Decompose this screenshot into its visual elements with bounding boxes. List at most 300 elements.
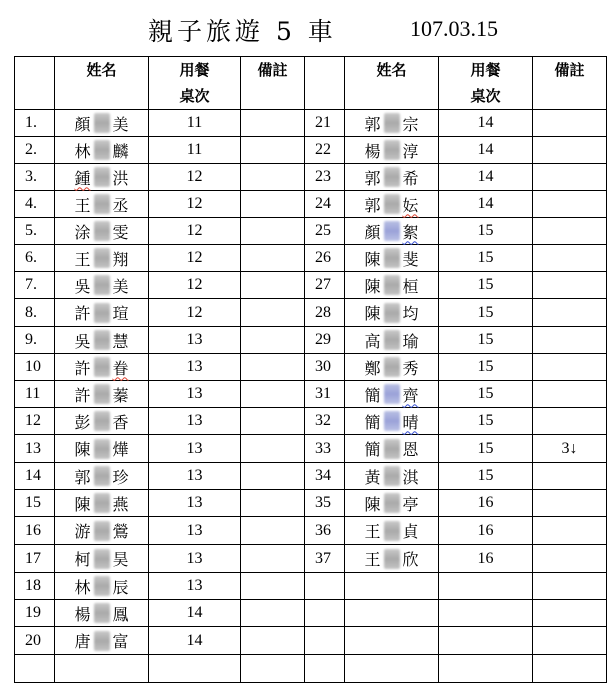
row-number-left: 1.	[15, 110, 55, 137]
name-header-left: 姓名	[55, 57, 149, 110]
row-number-left: 4.	[15, 191, 55, 218]
person-name	[74, 274, 128, 297]
table-row	[15, 408, 607, 435]
name-first-char: 涂	[74, 222, 91, 242]
name-cell-right	[345, 218, 439, 245]
name-cell-right	[345, 517, 439, 545]
note-cell-left	[241, 245, 305, 272]
dining-table-number-right: 15	[439, 327, 533, 354]
note-cell-right	[533, 655, 607, 683]
row-number-left: 2.	[15, 137, 55, 164]
document-header	[0, 10, 615, 50]
person-name	[364, 519, 418, 542]
dining-table-number-left: 13	[149, 463, 241, 490]
name-first-char: 簡	[364, 412, 381, 432]
table-row	[15, 490, 607, 517]
name-first-char: 高	[364, 331, 381, 351]
person-name	[364, 356, 418, 379]
name-last-char: 妘	[402, 195, 419, 215]
row-number-left: 16	[15, 517, 55, 545]
dining-table-number-left: 13	[149, 354, 241, 381]
name-first-char: 王	[364, 550, 381, 569]
name-last-char: 慧	[112, 331, 129, 351]
name-first-char: 林	[74, 577, 91, 597]
name-first-char: 唐	[74, 632, 91, 651]
note-header-left: 備註	[241, 57, 305, 110]
name-cell-left	[55, 381, 149, 408]
row-number-right: 25	[305, 218, 345, 245]
person-name	[74, 547, 128, 570]
row-number-left: 8.	[15, 299, 55, 327]
name-cell-right	[345, 600, 439, 627]
redaction-blur	[384, 221, 400, 241]
note-cell-right	[533, 627, 607, 655]
name-cell-right	[345, 191, 439, 218]
note-cell-right	[533, 137, 607, 164]
row-number-left: 11	[15, 381, 55, 408]
redaction-blur	[94, 194, 110, 214]
dining-table-number-right: 15	[439, 245, 533, 272]
row-number-right	[305, 573, 345, 600]
name-first-char: 吳	[74, 276, 91, 296]
name-cell-right	[345, 463, 439, 490]
document-date: 107.03.15	[410, 16, 498, 41]
dining-table-number-right: 15	[439, 435, 533, 463]
name-first-char: 陳	[74, 494, 91, 514]
name-cell-left	[55, 573, 149, 600]
name-last-char: 美	[112, 276, 129, 296]
name-last-char: 翔	[112, 249, 129, 269]
table-header-left: 用餐 桌次	[149, 57, 241, 110]
name-last-char: 蓁	[112, 385, 129, 405]
person-name	[74, 112, 128, 135]
note-cell-right	[533, 573, 607, 600]
name-cell-right	[345, 408, 439, 435]
name-last-char: 珍	[112, 467, 129, 487]
dining-table-number-left: 13	[149, 327, 241, 354]
name-cell-left	[55, 164, 149, 191]
note-cell-left	[241, 381, 305, 408]
note-cell-right	[533, 545, 607, 573]
table-row	[15, 573, 607, 600]
name-first-char: 簡	[364, 385, 381, 405]
person-name	[74, 602, 128, 625]
name-first-char: 楊	[74, 604, 91, 624]
person-name	[364, 547, 418, 570]
name-cell-left	[55, 272, 149, 299]
name-cell-right	[345, 381, 439, 408]
dining-table-number-left: 12	[149, 299, 241, 327]
dining-table-number-left	[149, 655, 241, 683]
redaction-blur	[384, 521, 400, 541]
redaction-blur	[384, 493, 400, 513]
person-name	[364, 220, 418, 243]
note-cell-left	[241, 435, 305, 463]
note-cell-right	[533, 408, 607, 435]
redaction-blur	[384, 439, 400, 459]
redaction-blur	[94, 603, 110, 623]
name-first-char: 陳	[364, 304, 381, 323]
name-last-char: 晴	[402, 412, 419, 432]
row-number-left: 12	[15, 408, 55, 435]
person-name	[74, 519, 128, 542]
name-last-char: 貞	[402, 522, 419, 541]
name-last-char: 鳳	[112, 604, 129, 624]
redaction-blur	[384, 194, 400, 214]
redaction-blur	[94, 330, 110, 350]
name-first-char: 許	[74, 304, 91, 323]
name-cell-right	[345, 545, 439, 573]
name-first-char: 吳	[74, 331, 91, 351]
name-cell-left	[55, 137, 149, 164]
name-last-char: 秀	[402, 358, 419, 378]
note-cell-left	[241, 627, 305, 655]
seating-roster-table	[14, 56, 607, 683]
dining-table-number-right: 15	[439, 299, 533, 327]
row-number-right: 35	[305, 490, 345, 517]
name-cell-left	[55, 191, 149, 218]
table-row	[15, 627, 607, 655]
name-first-char: 郭	[364, 195, 381, 215]
dining-table-number-right	[439, 655, 533, 683]
person-name	[74, 220, 128, 243]
name-first-char: 郭	[364, 114, 381, 134]
name-cell-left	[55, 354, 149, 381]
person-name	[364, 437, 418, 460]
redaction-blur	[94, 384, 110, 404]
name-first-char: 楊	[364, 141, 381, 161]
row-number-right: 26	[305, 245, 345, 272]
dining-table-number-left: 13	[149, 490, 241, 517]
name-first-char: 郭	[74, 467, 91, 487]
name-first-char: 鍾	[74, 168, 91, 188]
person-name	[74, 139, 128, 162]
person-name	[364, 465, 418, 488]
name-last-char: 斐	[402, 249, 419, 269]
name-first-char: 許	[74, 385, 91, 405]
name-last-char: 鶯	[112, 522, 129, 541]
name-last-char: 昊	[112, 550, 129, 569]
dining-table-number-left: 12	[149, 191, 241, 218]
name-first-char: 陳	[364, 494, 381, 514]
person-name	[74, 629, 128, 652]
name-last-char: 眷	[112, 358, 129, 378]
person-name	[364, 247, 418, 270]
row-number-right: 31	[305, 381, 345, 408]
row-number-right: 37	[305, 545, 345, 573]
name-last-char: 亭	[402, 494, 419, 514]
person-name	[74, 575, 128, 598]
name-last-char: 欣	[402, 550, 419, 569]
row-number-right: 36	[305, 517, 345, 545]
name-first-char: 陳	[74, 440, 91, 459]
note-cell-left	[241, 164, 305, 191]
name-last-char: 燕	[112, 494, 129, 514]
name-cell-left	[55, 655, 149, 683]
dining-table-number-right: 15	[439, 381, 533, 408]
name-first-char: 王	[364, 522, 381, 541]
name-first-char: 顏	[364, 222, 381, 242]
name-cell-left	[55, 545, 149, 573]
row-number-left: 9.	[15, 327, 55, 354]
note-cell-left	[241, 110, 305, 137]
row-number-right: 21	[305, 110, 345, 137]
name-last-char: 洪	[112, 168, 129, 188]
row-number-right	[305, 655, 345, 683]
table-row	[15, 655, 607, 683]
redaction-blur	[384, 275, 400, 295]
document-title: 親子旅遊 5 車	[148, 17, 337, 46]
name-first-char: 柯	[74, 550, 91, 569]
note-cell-left	[241, 517, 305, 545]
row-number-right: 33	[305, 435, 345, 463]
note-cell-left	[241, 299, 305, 327]
person-name	[364, 492, 418, 515]
person-name	[364, 139, 418, 162]
note-cell-right	[533, 600, 607, 627]
name-last-char: 富	[112, 632, 129, 651]
row-number-left: 14	[15, 463, 55, 490]
dining-table-number-left: 12	[149, 245, 241, 272]
name-cell-right	[345, 137, 439, 164]
dining-table-number-left: 13	[149, 435, 241, 463]
person-name	[74, 437, 128, 460]
note-cell-right	[533, 354, 607, 381]
row-number-left	[15, 655, 55, 683]
name-last-char: 燁	[112, 440, 129, 459]
name-cell-right	[345, 164, 439, 191]
table-row	[15, 600, 607, 627]
name-cell-right	[345, 354, 439, 381]
name-last-char: 香	[112, 412, 129, 432]
name-last-char: 宗	[402, 114, 419, 134]
redaction-blur	[94, 167, 110, 187]
redaction-blur	[94, 493, 110, 513]
row-number-left: 15	[15, 490, 55, 517]
name-cell-left	[55, 490, 149, 517]
dining-table-number-right: 15	[439, 463, 533, 490]
row-number-right	[305, 600, 345, 627]
dining-table-number-left: 12	[149, 218, 241, 245]
name-cell-right	[345, 299, 439, 327]
name-last-char: 瑜	[402, 331, 419, 351]
redaction-blur	[94, 439, 110, 459]
person-name	[74, 492, 128, 515]
table-row	[15, 435, 607, 463]
redaction-blur	[94, 631, 110, 651]
row-number-right: 29	[305, 327, 345, 354]
dining-table-number-right: 15	[439, 354, 533, 381]
row-number-left: 19	[15, 600, 55, 627]
redaction-blur	[94, 140, 110, 160]
name-last-char: 辰	[112, 577, 129, 597]
person-name	[74, 329, 128, 352]
note-cell-right	[533, 164, 607, 191]
person-name	[74, 383, 128, 406]
person-name	[364, 383, 418, 406]
note-cell-left	[241, 408, 305, 435]
dining-table-number-right: 14	[439, 137, 533, 164]
name-cell-left	[55, 327, 149, 354]
dining-table-number-left: 11	[149, 110, 241, 137]
name-first-char: 鄭	[364, 358, 381, 378]
name-last-char: 淇	[402, 467, 419, 487]
number-header-left	[15, 57, 55, 110]
note-cell-left	[241, 490, 305, 517]
redaction-blur	[94, 466, 110, 486]
row-number-right	[305, 627, 345, 655]
dining-table-number-left: 13	[149, 573, 241, 600]
redaction-blur	[94, 221, 110, 241]
row-number-right: 34	[305, 463, 345, 490]
name-cell-left	[55, 218, 149, 245]
table-row	[15, 164, 607, 191]
name-cell-left	[55, 627, 149, 655]
name-cell-left	[55, 517, 149, 545]
dining-table-number-right: 14	[439, 191, 533, 218]
name-last-char: 恩	[402, 440, 419, 459]
name-first-char: 游	[74, 522, 91, 541]
redaction-blur	[384, 549, 400, 569]
redaction-blur	[94, 411, 110, 431]
dining-table-number-left: 13	[149, 517, 241, 545]
name-last-char: 丞	[112, 195, 129, 215]
note-cell-right	[533, 463, 607, 490]
name-cell-right	[345, 627, 439, 655]
name-cell-right	[345, 435, 439, 463]
redaction-blur	[384, 248, 400, 268]
dining-table-number-right	[439, 600, 533, 627]
table-row	[15, 218, 607, 245]
redaction-blur	[94, 303, 110, 323]
name-first-char: 黃	[364, 467, 381, 487]
name-first-char: 顏	[74, 114, 91, 134]
redaction-blur	[384, 140, 400, 160]
row-number-right: 30	[305, 354, 345, 381]
table-row	[15, 463, 607, 490]
table-row	[15, 110, 607, 137]
redaction-blur	[94, 248, 110, 268]
name-last-char: 瑄	[112, 304, 129, 323]
person-name	[364, 112, 418, 135]
person-name	[364, 301, 418, 324]
note-cell-right	[533, 272, 607, 299]
name-cell-left	[55, 463, 149, 490]
redaction-blur	[94, 357, 110, 377]
name-cell-right	[345, 245, 439, 272]
row-number-right: 32	[305, 408, 345, 435]
note-cell-left	[241, 573, 305, 600]
note-cell-left	[241, 463, 305, 490]
name-cell-left	[55, 110, 149, 137]
name-last-char: 美	[112, 114, 129, 134]
note-cell-right	[533, 381, 607, 408]
name-first-char: 陳	[364, 249, 381, 269]
person-name	[74, 356, 128, 379]
note-cell-right	[533, 517, 607, 545]
note-cell-left	[241, 354, 305, 381]
person-name	[74, 410, 128, 433]
dining-table-number-left: 14	[149, 600, 241, 627]
dining-table-number-right: 16	[439, 545, 533, 573]
note-header-right: 備註	[533, 57, 607, 110]
person-name	[74, 301, 128, 324]
row-number-left: 17	[15, 545, 55, 573]
redaction-blur	[384, 411, 400, 431]
dining-table-number-right: 15	[439, 218, 533, 245]
dining-table-number-right: 14	[439, 164, 533, 191]
name-last-char: 希	[402, 168, 419, 188]
name-last-char: 均	[402, 304, 419, 323]
dining-table-number-left: 11	[149, 137, 241, 164]
name-cell-right	[345, 110, 439, 137]
name-first-char: 陳	[364, 276, 381, 296]
redaction-blur	[94, 521, 110, 541]
note-cell-right	[533, 110, 607, 137]
table-row	[15, 354, 607, 381]
note-cell-left	[241, 137, 305, 164]
name-first-char: 王	[74, 249, 91, 269]
note-cell-left	[241, 218, 305, 245]
redaction-blur	[384, 330, 400, 350]
dining-table-number-right	[439, 573, 533, 600]
name-cell-right	[345, 655, 439, 683]
name-cell-left	[55, 299, 149, 327]
table-row	[15, 272, 607, 299]
note-cell-left	[241, 600, 305, 627]
name-first-char: 彭	[74, 412, 91, 432]
table-row	[15, 191, 607, 218]
table-row	[15, 545, 607, 573]
redaction-blur	[94, 549, 110, 569]
redaction-blur	[384, 384, 400, 404]
number-header-right	[305, 57, 345, 110]
note-cell-right	[533, 327, 607, 354]
name-cell-left	[55, 435, 149, 463]
row-number-right: 23	[305, 164, 345, 191]
row-number-right: 28	[305, 299, 345, 327]
row-number-left: 7.	[15, 272, 55, 299]
name-first-char: 簡	[364, 440, 381, 459]
name-cell-left	[55, 245, 149, 272]
name-cell-right	[345, 573, 439, 600]
row-number-right: 24	[305, 191, 345, 218]
dining-table-number-left: 12	[149, 164, 241, 191]
row-number-left: 6.	[15, 245, 55, 272]
redaction-blur	[94, 113, 110, 133]
dining-table-number-left: 13	[149, 408, 241, 435]
person-name	[74, 193, 128, 216]
table-row	[15, 327, 607, 354]
dining-table-number-right: 15	[439, 272, 533, 299]
name-cell-left	[55, 600, 149, 627]
name-cell-right	[345, 327, 439, 354]
redaction-blur	[384, 357, 400, 377]
person-name	[364, 410, 418, 433]
table-header-right: 用餐 桌次	[439, 57, 533, 110]
table-row	[15, 299, 607, 327]
dining-table-number-right: 16	[439, 490, 533, 517]
person-name	[74, 465, 128, 488]
dining-table-number-left: 14	[149, 627, 241, 655]
note-cell-right	[533, 299, 607, 327]
row-number-left: 10	[15, 354, 55, 381]
row-number-left: 5.	[15, 218, 55, 245]
redaction-blur	[94, 275, 110, 295]
row-number-left: 18	[15, 573, 55, 600]
note-cell-right: 3↓	[533, 435, 607, 463]
row-number-right: 22	[305, 137, 345, 164]
